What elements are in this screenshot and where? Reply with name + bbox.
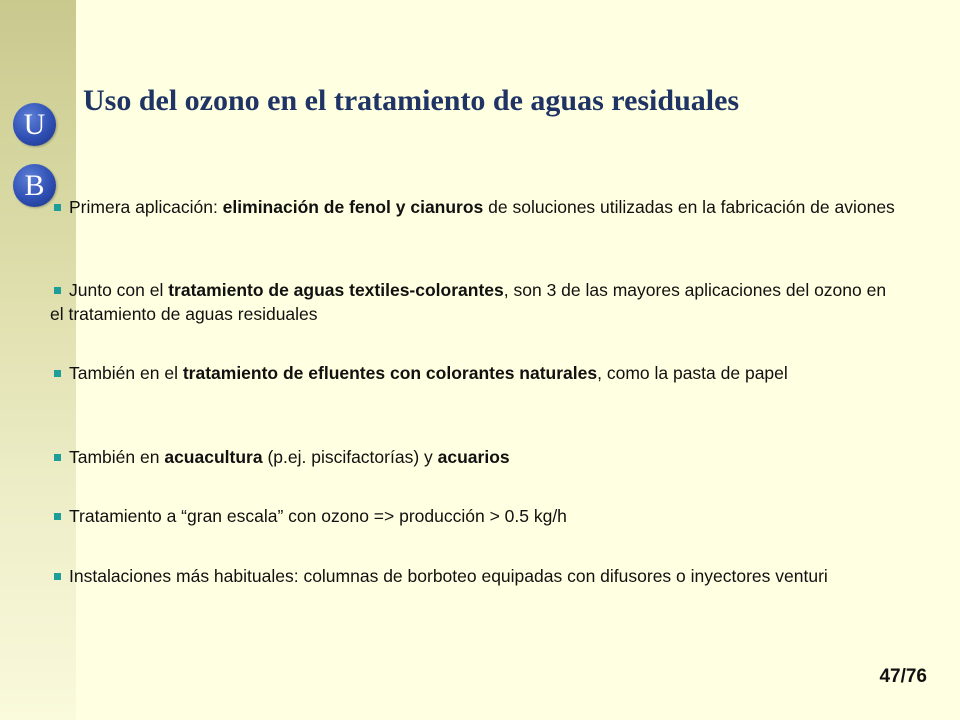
bullet-text: Primera aplicación: <box>69 197 223 217</box>
bullet-text: , son 3 de las mayores aplicaciones del ozono en el tratamiento de aguas residuales <box>50 280 887 324</box>
square-bullet-icon <box>54 287 61 294</box>
square-bullet-icon <box>54 573 61 580</box>
bullet-highlight: tratamiento de aguas textiles-colorantes <box>168 280 504 300</box>
bullet-item <box>50 445 900 469</box>
bullet-text: (p.ej. piscifactorías) y <box>262 447 438 467</box>
bullet-item <box>50 278 900 326</box>
square-bullet-icon <box>54 370 61 377</box>
square-bullet-icon <box>54 204 61 211</box>
university-logo-b: B <box>13 164 56 207</box>
bullet-highlight: acuacultura <box>164 447 263 467</box>
bullet-text: Tratamiento a “gran escala” con ozono => producción > 0.5 kg/h <box>69 506 567 526</box>
bullet-highlight: eliminación de fenol y cianuros <box>222 197 484 217</box>
bullet-highlight: acuarios <box>437 447 510 467</box>
university-logo-u: U <box>13 103 56 146</box>
bullet-item <box>50 195 900 219</box>
bullet-item <box>50 564 900 588</box>
bullet-text: , como la pasta de papel <box>597 363 788 383</box>
slide-title: Uso del ozono en el tratamiento de aguas residuales <box>83 84 740 117</box>
bullet-text: También en <box>69 447 165 467</box>
square-bullet-icon <box>54 454 61 461</box>
bullet-text: de soluciones utilizadas en la fabricación de aviones <box>483 197 895 217</box>
bullet-item <box>50 504 900 528</box>
square-bullet-icon <box>54 513 61 520</box>
bullet-highlight: tratamiento de efluentes con colorantes naturales <box>182 363 598 383</box>
bullet-text: Junto con el <box>69 280 169 300</box>
page-number: 47/76 <box>879 666 927 687</box>
bullet-item <box>50 361 900 385</box>
bullet-text: Instalaciones más habituales: columnas de borboteo equipadas con difusores o inyectores venturi <box>69 566 828 586</box>
bullet-text: También en el <box>69 363 183 383</box>
